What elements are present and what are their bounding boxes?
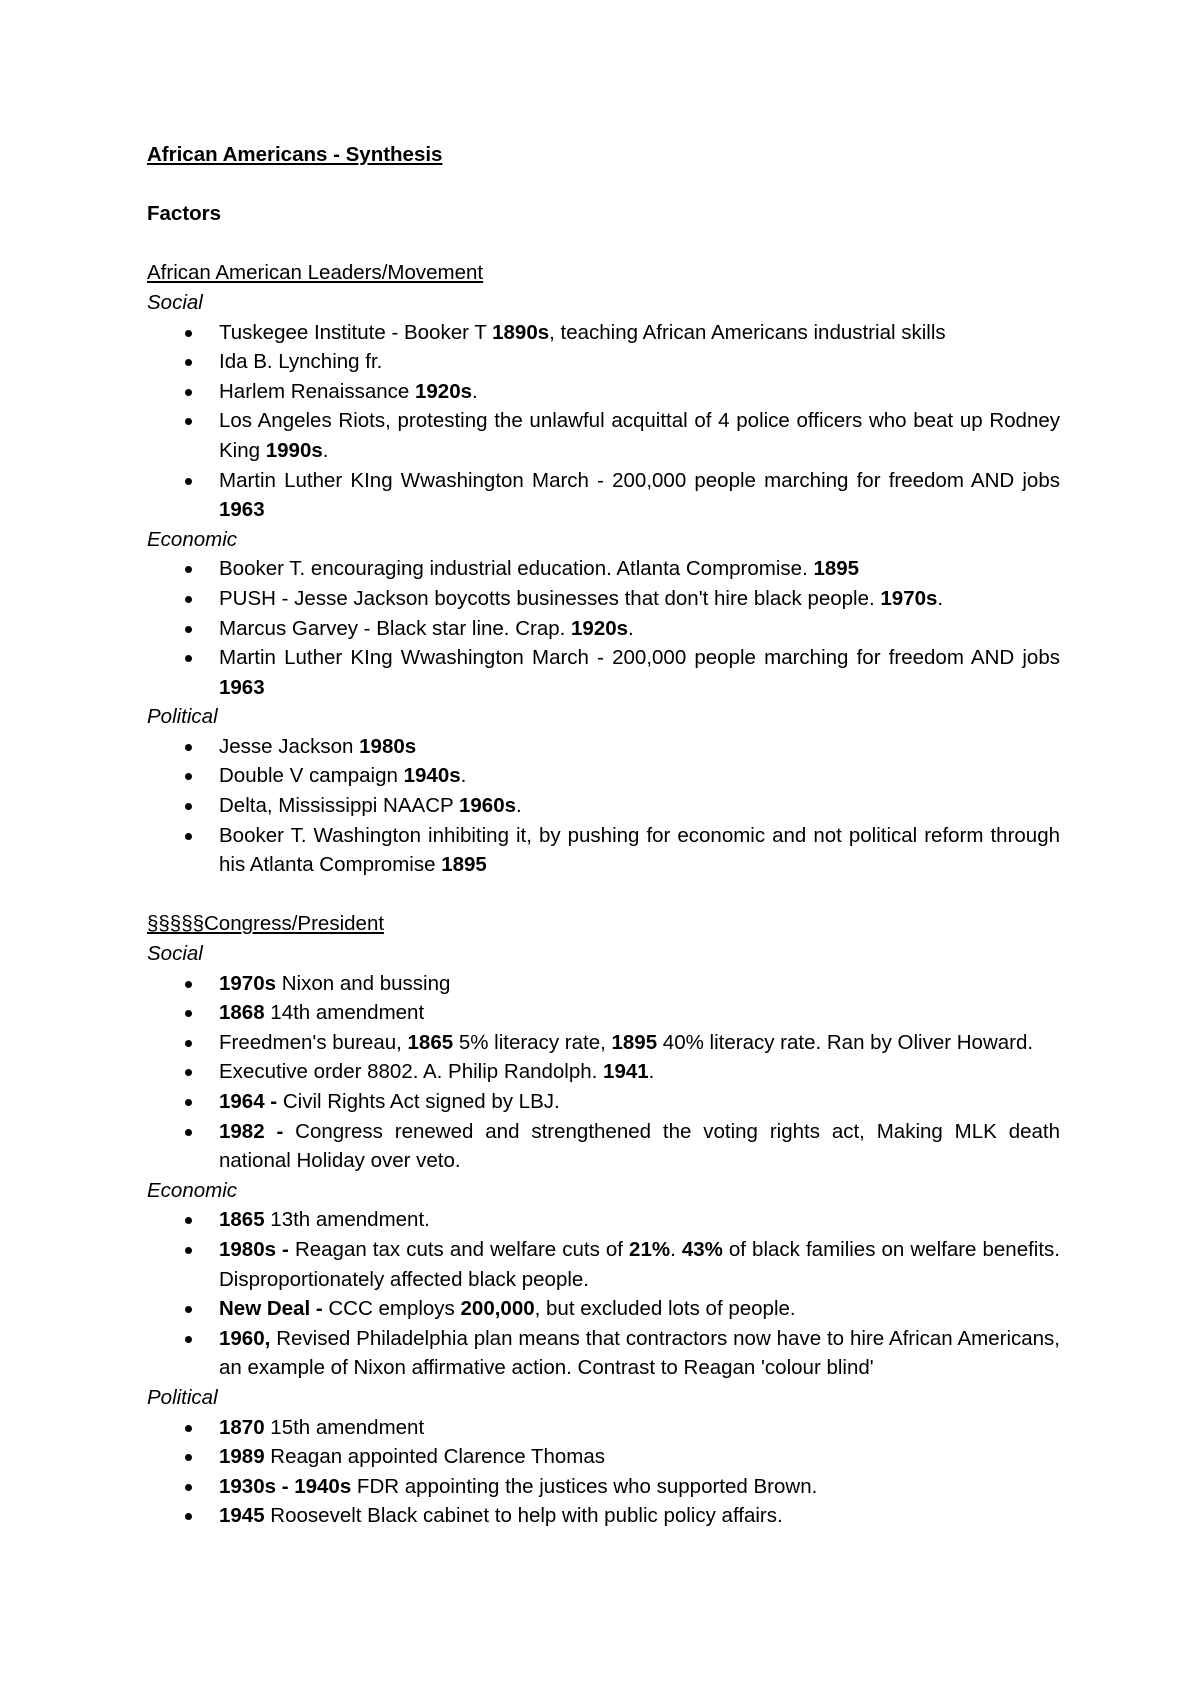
category-label-social: Social <box>147 290 203 314</box>
bullet-list <box>147 1413 1060 1531</box>
bold-date: 1868 <box>219 1001 265 1025</box>
bullet-list <box>147 1205 1060 1383</box>
bold-date: 1970s <box>880 586 938 610</box>
list-item: Double V campaign 1940s. <box>147 761 1060 791</box>
document-subtitle: Factors <box>147 202 222 226</box>
list-item: 1865 13th amendment. <box>147 1205 1060 1235</box>
spacer <box>147 880 1060 910</box>
bold-date: 1980s - <box>219 1237 289 1261</box>
list-item: Delta, Mississippi NAACP 1960s. <box>147 791 1060 821</box>
list-item: Booker T. Washington inhibiting it, by pushing for economic and not political reform through his Atlanta Compromise 1895 <box>147 821 1060 880</box>
bold-date: 1920s <box>571 616 629 640</box>
list-item: 1945 Roosevelt Black cabinet to help with public policy affairs. <box>147 1501 1060 1531</box>
bold-date: 1960s <box>459 794 517 818</box>
list-item: Los Angeles Riots, protesting the unlawful acquittal of 4 police officers who beat up Rodney King 1990s. <box>147 406 1060 465</box>
list-item: Martin Luther KIng Wwashington March - 200,000 people marching for freedom AND jobs 1963 <box>147 466 1060 525</box>
list-item: PUSH - Jesse Jackson boycotts businesses that don't hire black people. 1970s. <box>147 584 1060 614</box>
bold-date: 1895 <box>611 1030 658 1054</box>
section-heading: §§§§§Congress/President <box>147 912 385 936</box>
bullet-list <box>147 732 1060 880</box>
category-label-political: Political <box>147 705 218 729</box>
spacer <box>147 229 1060 259</box>
bullet-list <box>147 969 1060 1176</box>
category-label-political: Political <box>147 1385 218 1409</box>
bold-date: 1930s - 1940s <box>219 1474 352 1498</box>
bold-date: 1990s <box>265 438 323 462</box>
bold-date: 1895 <box>813 557 860 581</box>
list-item: Harlem Renaissance 1920s. <box>147 377 1060 407</box>
list-item: 1870 15th amendment <box>147 1413 1060 1443</box>
bold-date: 1895 <box>441 853 487 877</box>
bullet-list <box>147 318 1060 525</box>
bold-date: 1920s <box>414 379 472 403</box>
document-title: African Americans - Synthesis <box>147 143 443 166</box>
bold-date: 1963 <box>219 675 265 699</box>
bold-date: 1870 <box>219 1415 265 1439</box>
list-item: 1980s - Reagan tax cuts and welfare cuts of 21%. 43% of black families on welfare benefits. Disproportionately affected black people. <box>147 1235 1060 1294</box>
document-page <box>147 140 1060 1531</box>
section-heading: African American Leaders/Movement <box>147 261 484 285</box>
bold-date: 1890s <box>492 320 550 344</box>
list-item: Tuskegee Institute - Booker T 1890s, teaching African Americans industrial skills <box>147 318 1060 348</box>
list-item: 1964 - Civil Rights Act signed by LBJ. <box>147 1087 1060 1117</box>
spacer <box>147 170 1060 200</box>
category-label-economic: Economic <box>147 1178 238 1202</box>
bold-date: 1941 <box>603 1060 649 1084</box>
bold-date: 1982 - <box>219 1119 284 1143</box>
bold-date: 1964 - <box>219 1090 278 1113</box>
list-item: 1989 Reagan appointed Clarence Thomas <box>147 1442 1060 1472</box>
list-item: 1970s Nixon and bussing <box>147 969 1060 999</box>
list-item: 1982 - Congress renewed and strengthened the voting rights act, Making MLK death national Holiday over veto. <box>147 1117 1060 1176</box>
bold-date: 43% <box>681 1237 723 1261</box>
list-item: New Deal - CCC employs 200,000, but excluded lots of people. <box>147 1294 1060 1324</box>
bold-date: 1945 <box>219 1504 265 1528</box>
bold-date: 1980s <box>359 734 417 758</box>
bold-date: 1865 <box>219 1208 265 1232</box>
bold-date: 200,000 <box>460 1297 535 1321</box>
list-item: Executive order 8802. A. Philip Randolph. 1941. <box>147 1057 1060 1087</box>
list-item: Marcus Garvey - Black star line. Crap. 1920s. <box>147 614 1060 644</box>
sections-container <box>147 258 1060 1531</box>
bold-date: 1960, <box>219 1326 271 1350</box>
bold-date: 1989 <box>219 1445 265 1469</box>
list-item: Martin Luther KIng Wwashington March - 200,000 people marching for freedom AND jobs 1963 <box>147 643 1060 702</box>
bold-date: 1970s <box>219 971 277 995</box>
bullet-list <box>147 554 1060 702</box>
bold-date: New Deal - <box>219 1297 323 1321</box>
bold-date: 1940s <box>403 764 461 788</box>
list-item: 1868 14th amendment <box>147 998 1060 1028</box>
category-label-economic: Economic <box>147 527 238 551</box>
list-item: 1960, Revised Philadelphia plan means that contractors now have to hire African Americans, an example of Nixon affirmative action. Contrast to Reagan 'colour blind' <box>147 1324 1060 1383</box>
list-item: Booker T. encouraging industrial education. Atlanta Compromise. 1895 <box>147 554 1060 584</box>
bold-date: 1865 <box>407 1030 454 1054</box>
category-label-social: Social <box>147 942 203 966</box>
list-item: 1930s - 1940s FDR appointing the justices who supported Brown. <box>147 1472 1060 1502</box>
list-item: Freedmen's bureau, 1865 5% literacy rate, 1895 40% literacy rate. Ran by Oliver Howard. <box>147 1028 1060 1058</box>
bold-date: 1963 <box>219 498 265 522</box>
bold-date: 21% <box>629 1237 671 1261</box>
list-item: Ida B. Lynching fr. <box>147 347 1060 377</box>
list-item: Jesse Jackson 1980s <box>147 732 1060 762</box>
